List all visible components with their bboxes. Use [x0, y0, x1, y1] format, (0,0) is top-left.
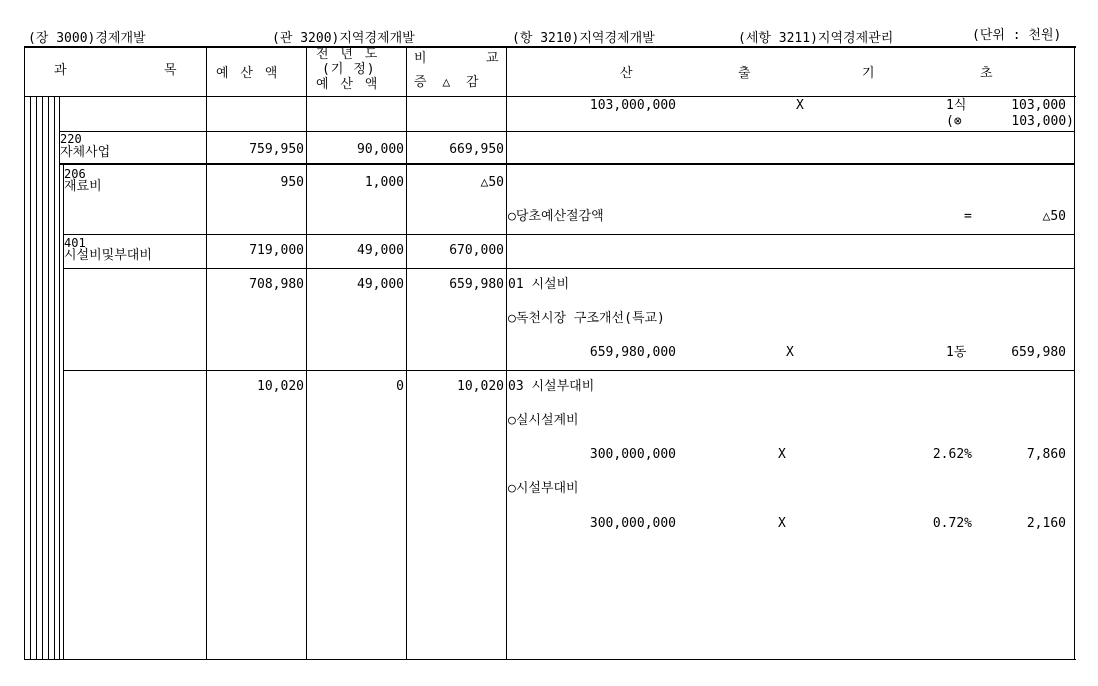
table-top-border — [24, 46, 1076, 48]
row-budget: 759,950 — [249, 142, 304, 157]
basis-total: △50 — [1042, 209, 1066, 224]
header-gwan: (관 3200)지역경제개발 — [272, 31, 415, 46]
row-name: 재료비 — [64, 179, 102, 194]
row-budget: 719,000 — [249, 243, 304, 258]
row-line — [63, 370, 1075, 371]
col-compare-right: 교 — [486, 51, 499, 66]
col-basis-1: 산 — [620, 66, 633, 81]
col-basis-3: 기 — [862, 66, 875, 81]
col-divider-prev — [306, 46, 307, 660]
row-prev: 0 — [396, 379, 404, 394]
basis-total: 659,980 — [1011, 345, 1066, 360]
basis-title: 03 시설부대비 — [508, 379, 595, 394]
row-prev: 1,000 — [364, 175, 404, 190]
col-divider-budget — [206, 46, 207, 660]
col-prev-line3: 예 산 액 — [316, 77, 380, 92]
table-right-border — [1074, 46, 1075, 660]
basis-multiply: X — [786, 345, 794, 360]
row-prev: 90,000 — [357, 142, 404, 157]
basis-rate: 2.62% — [932, 447, 972, 462]
basis-amount: 300,000,000 — [589, 516, 676, 531]
row-line-bold — [59, 163, 1075, 165]
basis-qty: 1동 — [946, 345, 967, 360]
hierarchy-line — [30, 96, 31, 660]
row-name: 시설비및부대비 — [64, 248, 152, 263]
header-unit: (단위 : 천원) — [972, 28, 1062, 43]
hierarchy-line — [54, 96, 55, 660]
table-left-border — [24, 46, 25, 660]
row-line — [63, 234, 1075, 235]
basis-title: 01 시설비 — [508, 277, 570, 292]
basis-label: ○시설부대비 — [508, 481, 579, 496]
col-divider-diff — [406, 46, 407, 660]
header-sehang: (세항 3211)지역경제관리 — [738, 31, 894, 46]
col-budget: 예 산 액 — [216, 66, 280, 81]
basis-total: 103,000) — [1011, 114, 1074, 129]
header-jang: (장 3000)경제개발 — [28, 31, 146, 46]
basis-amount: 659,980,000 — [589, 345, 676, 360]
hierarchy-line — [48, 96, 49, 660]
row-diff: 10,020 — [457, 379, 504, 394]
basis-multiply: X — [778, 447, 786, 462]
col-subject-right: 목 — [164, 63, 177, 78]
header-hang: (항 3210)지역경제개발 — [512, 31, 655, 46]
row-budget: 950 — [280, 175, 304, 190]
col-prev-line1: 전 년 도 — [316, 47, 380, 62]
row-diff: 659,980 — [449, 277, 504, 292]
row-diff: 669,950 — [449, 142, 504, 157]
basis-multiply: X — [796, 98, 804, 113]
basis-equals: = — [964, 209, 972, 224]
basis-total: 2,160 — [1026, 516, 1066, 531]
hierarchy-line — [36, 96, 37, 660]
header-bottom-border — [24, 96, 1076, 97]
basis-total: 7,860 — [1026, 447, 1066, 462]
basis-total: 103,000 — [1011, 98, 1066, 113]
row-line — [59, 131, 1075, 132]
col-prev-line2: (기 정) — [322, 62, 376, 77]
row-name: 자체사업 — [60, 145, 111, 160]
hierarchy-line — [42, 96, 43, 660]
row-code: 220 — [60, 132, 82, 146]
basis-qty: (⊗ — [946, 114, 962, 129]
col-basis-4: 초 — [980, 66, 993, 81]
row-diff: △50 — [480, 175, 504, 190]
col-divider-basis — [506, 46, 507, 660]
col-compare-line2: 증 △ 감 — [414, 75, 483, 90]
row-budget: 708,980 — [249, 277, 304, 292]
basis-amount: 103,000,000 — [589, 98, 676, 113]
row-code: 206 — [64, 167, 86, 181]
row-budget: 10,020 — [257, 379, 304, 394]
basis-label: ○실시설계비 — [508, 413, 579, 428]
col-basis-2: 출 — [738, 66, 751, 81]
table-bottom-border — [24, 659, 1076, 660]
col-compare-left: 비 — [414, 51, 427, 66]
row-line — [63, 268, 1075, 269]
basis-multiply: X — [778, 516, 786, 531]
basis-qty: 1식 — [946, 98, 967, 113]
col-subject-left: 과 — [54, 63, 67, 78]
basis-label: ○독천시장 구조개선(특교) — [508, 311, 665, 326]
basis-label: ○당초예산절감액 — [508, 209, 604, 224]
row-code: 401 — [64, 236, 86, 250]
row-prev: 49,000 — [357, 243, 404, 258]
row-diff: 670,000 — [449, 243, 504, 258]
basis-amount: 300,000,000 — [589, 447, 676, 462]
basis-rate: 0.72% — [932, 516, 972, 531]
row-prev: 49,000 — [357, 277, 404, 292]
hierarchy-line — [59, 96, 60, 660]
